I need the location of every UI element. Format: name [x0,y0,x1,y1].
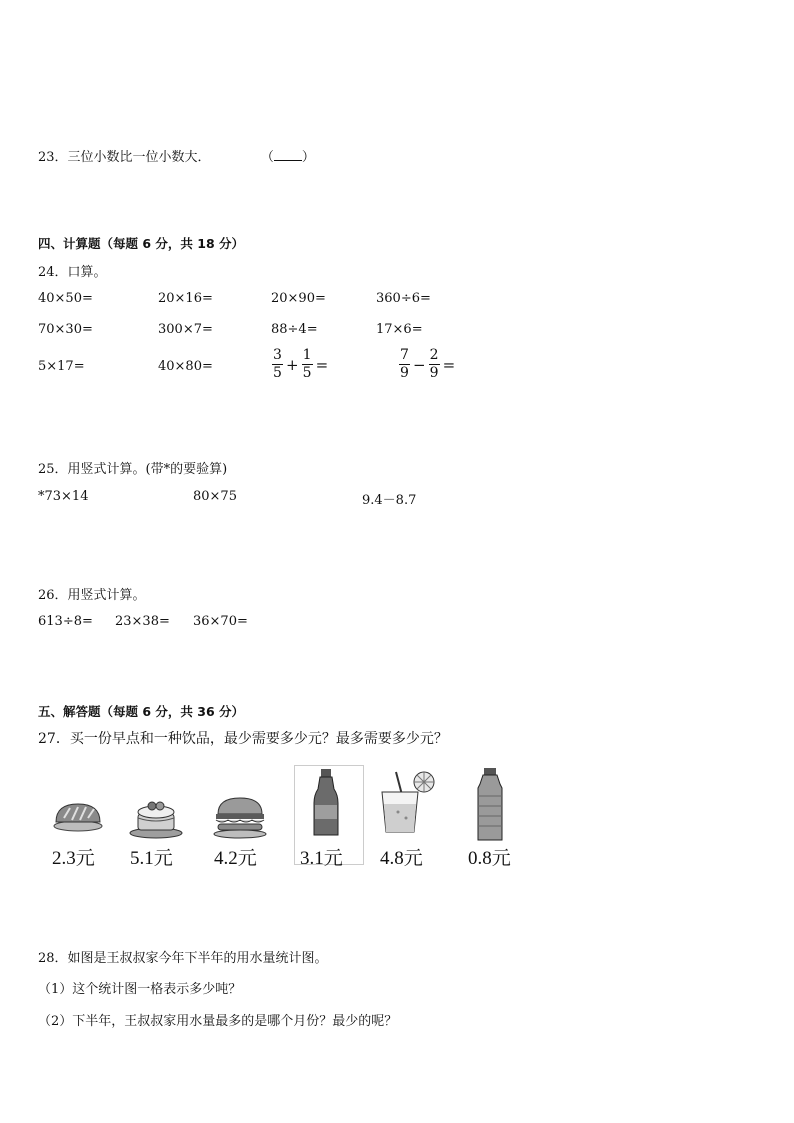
water-bottle-icon [470,766,510,848]
calc-item: 613÷8= [38,614,93,629]
fraction: $\frac{1}{5}$ [302,347,312,381]
calc-item: 70×30= [38,322,93,337]
question-23 [38,146,315,165]
calc-item: 360÷6= [376,291,431,306]
cake-icon [128,796,184,844]
fraction: $\frac{7}{9}$ [400,347,409,381]
paren-close: ） [301,150,315,165]
question-23-text: 23．三位小数比一位小数大． [38,150,211,165]
section-4-title: 四、计算题（每题 6 分，共 18 分） [38,236,245,251]
calc-item: 36×70= [193,614,248,629]
calc-item: 300×7= [158,322,213,337]
question-28-sub-1: （1）这个统计图一格表示多少吨？ [38,982,242,997]
calc-item: 23×38= [115,614,170,629]
question-26-title: 26．用竖式计算。 [38,588,146,603]
paren-open: （ [260,150,274,165]
question-27-title: 27．买一份早点和一种饮品，最少需要多少元？最多需要多少元？ [38,731,448,747]
calc-item: 40×50= [38,291,93,306]
question-25-title: 25．用竖式计算。(带*的要验算) [38,462,228,477]
question-24-title: 24．口算。 [38,265,107,280]
bread-icon [52,796,104,840]
calc-item: *73×14 [38,489,89,504]
calc-item: 20×16= [158,291,213,306]
section-5-title: 五、解答题（每题 6 分，共 36 分） [38,704,245,719]
fraction-expression-1: $\frac{3}{5}$ + $\frac{1}{5}$ = [273,347,329,381]
calc-item: 80×75 [193,489,237,504]
calc-item: 5×17= [38,359,85,374]
fraction-expression-2: $\frac{7}{9}$ − $\frac{2}{9}$ = [400,347,456,381]
answer-blank[interactable] [274,160,302,161]
price-label: 3.1元 [300,848,343,869]
juice-glass-icon [376,770,436,840]
question-28-sub-2: （2）下半年，王叔叔家用水量最多的是哪个月份？最少的呢？ [38,1014,398,1029]
calc-item: 40×80= [158,359,213,374]
calc-item: 20×90= [271,291,326,306]
burger-icon [212,794,268,844]
price-label: 4.8元 [380,848,423,869]
calc-item: 9.4－8.7 [362,493,417,508]
calc-item: 17×6= [376,322,423,337]
fraction: $\frac{2}{9}$ [429,347,439,381]
price-label: 5.1元 [130,848,173,869]
price-label: 2.3元 [52,848,95,869]
calc-item: 88÷4= [271,322,318,337]
price-label: 0.8元 [468,848,511,869]
fraction: $\frac{3}{5}$ [273,347,282,381]
question-28-title: 28．如图是王叔叔家今年下半年的用水量统计图。 [38,951,328,966]
price-label: 4.2元 [214,848,257,869]
